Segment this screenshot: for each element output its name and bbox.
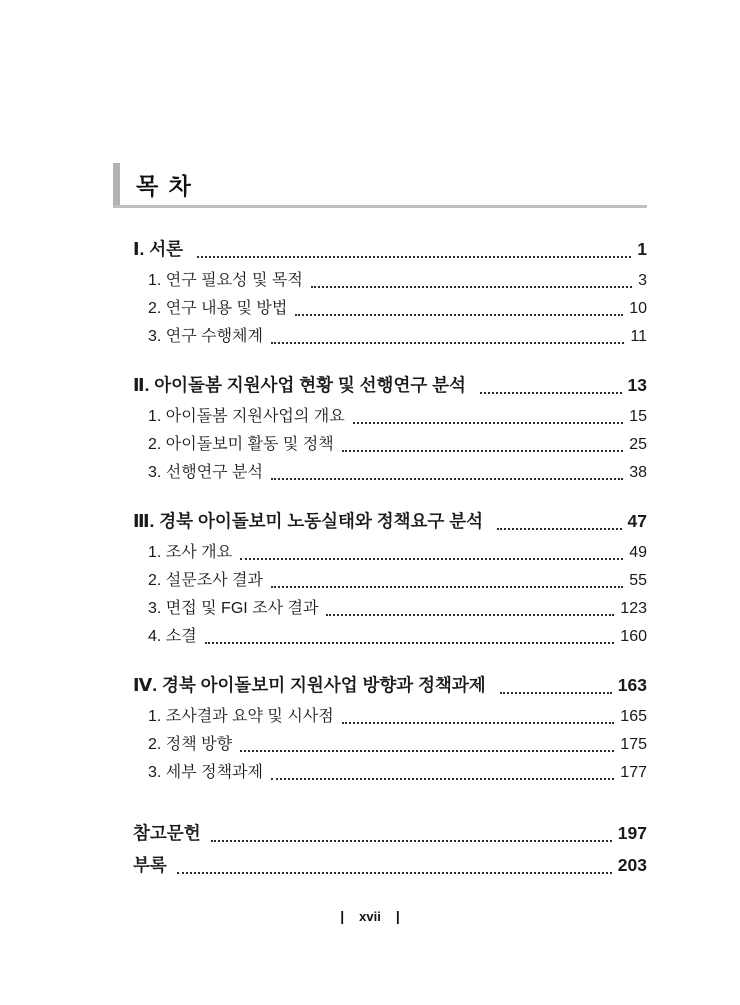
toc-section-heading (113, 506, 647, 537)
leader-dots (240, 750, 614, 752)
toc-section-3 (113, 506, 647, 651)
toc-section-1 (113, 234, 647, 351)
toc-section-heading (113, 670, 647, 701)
toc-section-2 (113, 370, 647, 487)
leader-dots (271, 778, 614, 780)
title-accent-bar (113, 163, 120, 205)
toc-section-label: Ⅳ. 경북 아이돌보미 지원사업 방향과 정책과제 (133, 675, 486, 695)
toc-entry-label: 4. 소결 (148, 628, 197, 645)
toc-appendix-label: 부록 (133, 855, 167, 875)
toc-entry-label: 2. 연구 내용 및 방법 (148, 300, 288, 317)
toc-entry (113, 323, 647, 351)
toc-entry-label: 3. 세부 정책과제 (148, 764, 263, 781)
toc-section-page: 13 (627, 375, 647, 395)
toc-section-label: Ⅲ. 경북 아이돌보미 노동실태와 정책요구 분석 (133, 511, 484, 531)
toc-appendix-page: 203 (617, 855, 647, 875)
toc-section-page: 163 (617, 675, 647, 695)
leader-dots (342, 722, 615, 724)
toc-entry (113, 295, 647, 323)
toc-entry-label: 1. 아이돌봄 지원사업의 개요 (148, 408, 345, 425)
toc-entry-page: 11 (630, 328, 647, 345)
toc-entry-page: 165 (620, 708, 647, 725)
toc-entry-label: 3. 연구 수행체계 (148, 328, 263, 345)
toc-section-4 (113, 670, 647, 787)
toc-references-label: 참고문헌 (133, 823, 201, 843)
toc-section-page: 47 (627, 511, 647, 531)
toc-entry (113, 403, 647, 431)
toc-entry-page: 15 (629, 408, 647, 425)
toc-entry (113, 703, 647, 731)
toc-entry-page: 160 (620, 628, 647, 645)
page-footer (0, 908, 740, 924)
toc-entry-label: 2. 설문조사 결과 (148, 572, 263, 589)
leader-dots (271, 478, 623, 480)
toc-appendix-row (113, 849, 647, 881)
toc-references-row (113, 817, 647, 849)
leader-dots (480, 392, 622, 394)
leader-dots (271, 342, 624, 344)
toc-section-page: 1 (637, 239, 647, 259)
toc-entry-page: 177 (620, 764, 647, 781)
toc-entry (113, 459, 647, 487)
toc-entry-page: 55 (629, 572, 647, 589)
toc-entry-page: 10 (629, 300, 647, 317)
leader-dots (211, 840, 612, 842)
toc-entry (113, 539, 647, 567)
toc-section-heading (113, 370, 647, 401)
page-title: 목 차 (136, 172, 193, 199)
footer-left-bar: | (340, 908, 345, 924)
footer-right-bar: | (395, 908, 400, 924)
toc-entry-label: 2. 아이돌보미 활동 및 정책 (148, 436, 334, 453)
toc-entry-page: 25 (629, 436, 647, 453)
toc-page (113, 163, 647, 881)
leader-dots (311, 286, 632, 288)
toc-entry (113, 623, 647, 651)
toc-entry-label: 3. 선행연구 분석 (148, 464, 263, 481)
toc-section-label: Ⅰ. 서론 (133, 239, 184, 259)
leader-dots (240, 558, 623, 560)
toc-entry-page: 38 (629, 464, 647, 481)
leader-dots (326, 614, 614, 616)
toc-entry (113, 567, 647, 595)
leader-dots (342, 450, 624, 452)
toc-entry-label: 1. 조사결과 요약 및 시사점 (148, 708, 334, 725)
toc-entry-page: 123 (620, 600, 647, 617)
toc-entry (113, 595, 647, 623)
leader-dots (353, 422, 624, 424)
toc-entry-label: 2. 정책 방향 (148, 736, 233, 753)
leader-dots (205, 642, 615, 644)
leader-dots (177, 872, 612, 874)
toc-section-heading (113, 234, 647, 265)
toc-section-label: Ⅱ. 아이돌봄 지원사업 현황 및 선행연구 분석 (133, 375, 466, 395)
toc-entry-label: 3. 면접 및 FGI 조사 결과 (148, 600, 319, 617)
toc-entry (113, 759, 647, 787)
toc-entry-page: 49 (629, 544, 647, 561)
page-title-block (113, 163, 647, 205)
toc-entry-page: 3 (638, 272, 647, 289)
leader-dots (295, 314, 623, 316)
leader-dots (497, 528, 622, 530)
toc-entry-label: 1. 연구 필요성 및 목적 (148, 272, 303, 289)
toc-entry (113, 431, 647, 459)
leader-dots (197, 256, 631, 258)
footer-page-number: xvii (359, 908, 381, 924)
toc-entry (113, 267, 647, 295)
title-divider (113, 205, 647, 208)
toc-entry (113, 731, 647, 759)
toc-entry-page: 175 (620, 736, 647, 753)
leader-dots (271, 586, 623, 588)
toc-backmatter (113, 817, 647, 881)
toc-entry-label: 1. 조사 개요 (148, 544, 233, 561)
leader-dots (500, 692, 612, 694)
toc-references-page: 197 (617, 823, 647, 843)
